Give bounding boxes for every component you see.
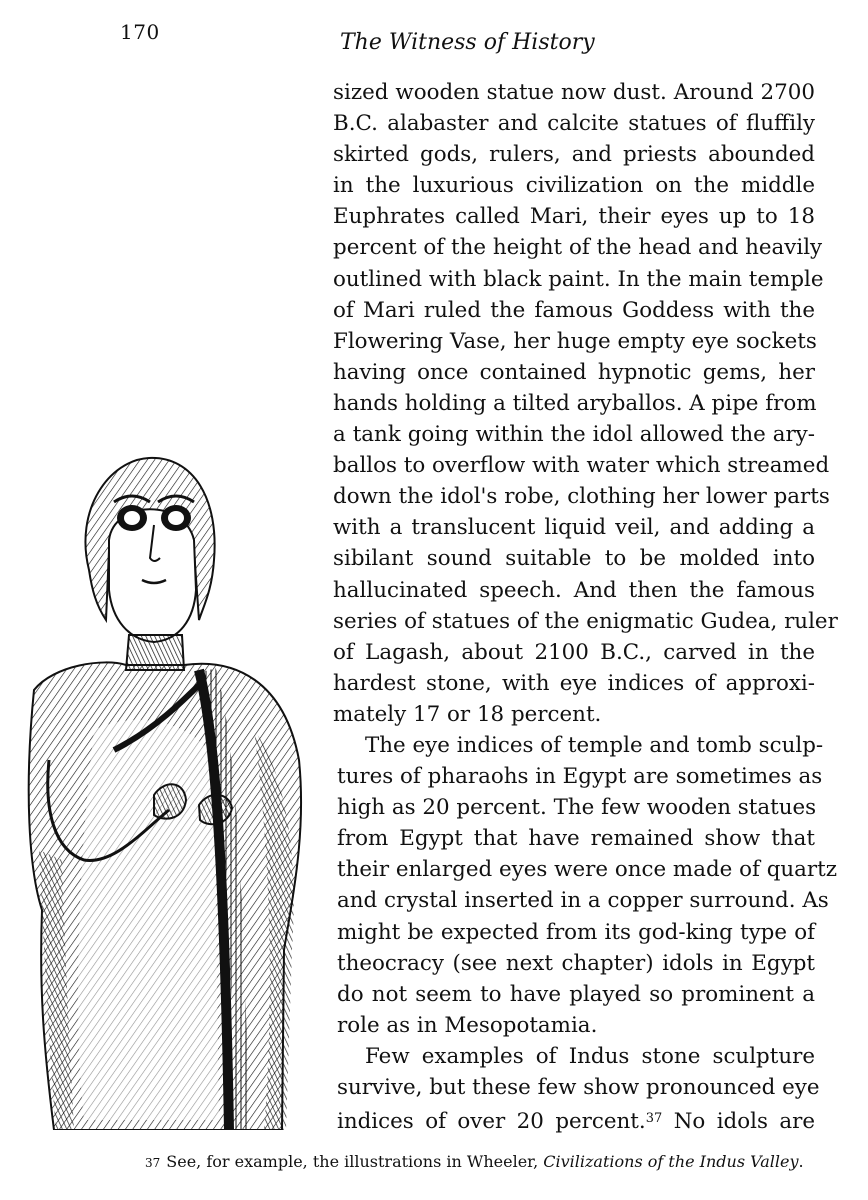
text-line: and crystal inserted in a copper surround. As <box>337 888 829 914</box>
statue-illustration <box>14 430 314 1130</box>
text-line: having once contained hypnotic gems, her <box>333 359 815 385</box>
footnote <box>145 1152 825 1171</box>
running-head: The Witness of History <box>340 30 595 55</box>
text-line: a tank going within the idol allowed the ary- <box>333 422 815 448</box>
text-line: skirted gods, rulers, and priests abounded <box>333 142 815 168</box>
text-line: percent of the height of the head and heavily <box>333 235 823 261</box>
text-line: Flowering Vase, her huge empty eye sockets <box>333 328 817 354</box>
text-line: sized wooden statue now dust. Around 2700 <box>333 80 815 105</box>
footnote-end: . <box>798 1152 804 1171</box>
text-line: of Mari ruled the famous Goddess with the <box>333 297 815 323</box>
text-run: No idols are <box>662 1109 815 1135</box>
text-line: tures of pharaohs in Egypt are sometimes as <box>337 764 823 790</box>
footnote-ref[interactable]: 37 <box>645 1111 663 1127</box>
paragraph-1 <box>333 77 838 730</box>
text-line: ballos to overflow with water which streamed <box>333 453 830 479</box>
paragraph-2 <box>337 730 838 1041</box>
text-line: The eye indices of temple and tomb sculp- <box>365 732 824 758</box>
text-line: outlined with black paint. In the main temple <box>333 266 824 292</box>
text-line: survive, but these few show pronounced eye <box>337 1075 820 1100</box>
text-line: theocracy (see next chapter) idols in Egypt <box>337 950 815 976</box>
footnote-title: Civilizations of the Indus Valley <box>543 1152 799 1171</box>
text-line: hardest stone, with eye indices of approxi- <box>333 670 815 696</box>
text-line: hallucinated speech. And then the famous <box>333 577 815 603</box>
text-line: high as 20 percent. The few wooden statues <box>337 795 817 821</box>
page-number: 170 <box>120 20 160 44</box>
text-line <box>337 1103 815 1137</box>
text-line: hands holding a tilted aryballos. A pipe from <box>333 390 817 416</box>
text-line: Euphrates called Mari, their eyes up to 18 <box>333 204 815 230</box>
body-text <box>333 77 838 1137</box>
paragraph-3 <box>337 1041 820 1137</box>
text-line: do not seem to have played so prominent a <box>337 981 815 1007</box>
text-run: indices of over 20 percent. <box>337 1109 646 1135</box>
text-line: mately 17 or 18 percent. <box>333 701 602 727</box>
text-line: might be expected from its god-king type of <box>337 919 815 945</box>
statue-drawing <box>14 430 314 1130</box>
statue-hand-left <box>154 784 186 818</box>
text-line: sibilant sound suitable to be molded into <box>333 546 815 572</box>
text-line: with a translucent liquid veil, and adding a <box>333 515 815 541</box>
footnote-text: See, for example, the illustrations in Wheeler, <box>166 1152 544 1171</box>
text-line: role as in Mesopotamia. <box>337 1012 598 1038</box>
text-line: Few examples of Indus stone sculpture <box>365 1043 815 1069</box>
footnote-number: 37 <box>145 1156 161 1170</box>
text-line: of Lagash, about 2100 B.C., carved in the <box>333 639 815 665</box>
text-line: in the luxurious civilization on the middle <box>333 173 815 199</box>
text-line: down the idol's robe, clothing her lower parts <box>333 484 830 510</box>
text-line: their enlarged eyes were once made of quartz <box>337 857 838 883</box>
text-line: B.C. alabaster and calcite statues of fluffily <box>333 111 815 137</box>
text-line: from Egypt that have remained show that <box>337 826 815 852</box>
text-line: series of statues of the enigmatic Gudea, ruler <box>333 608 838 634</box>
